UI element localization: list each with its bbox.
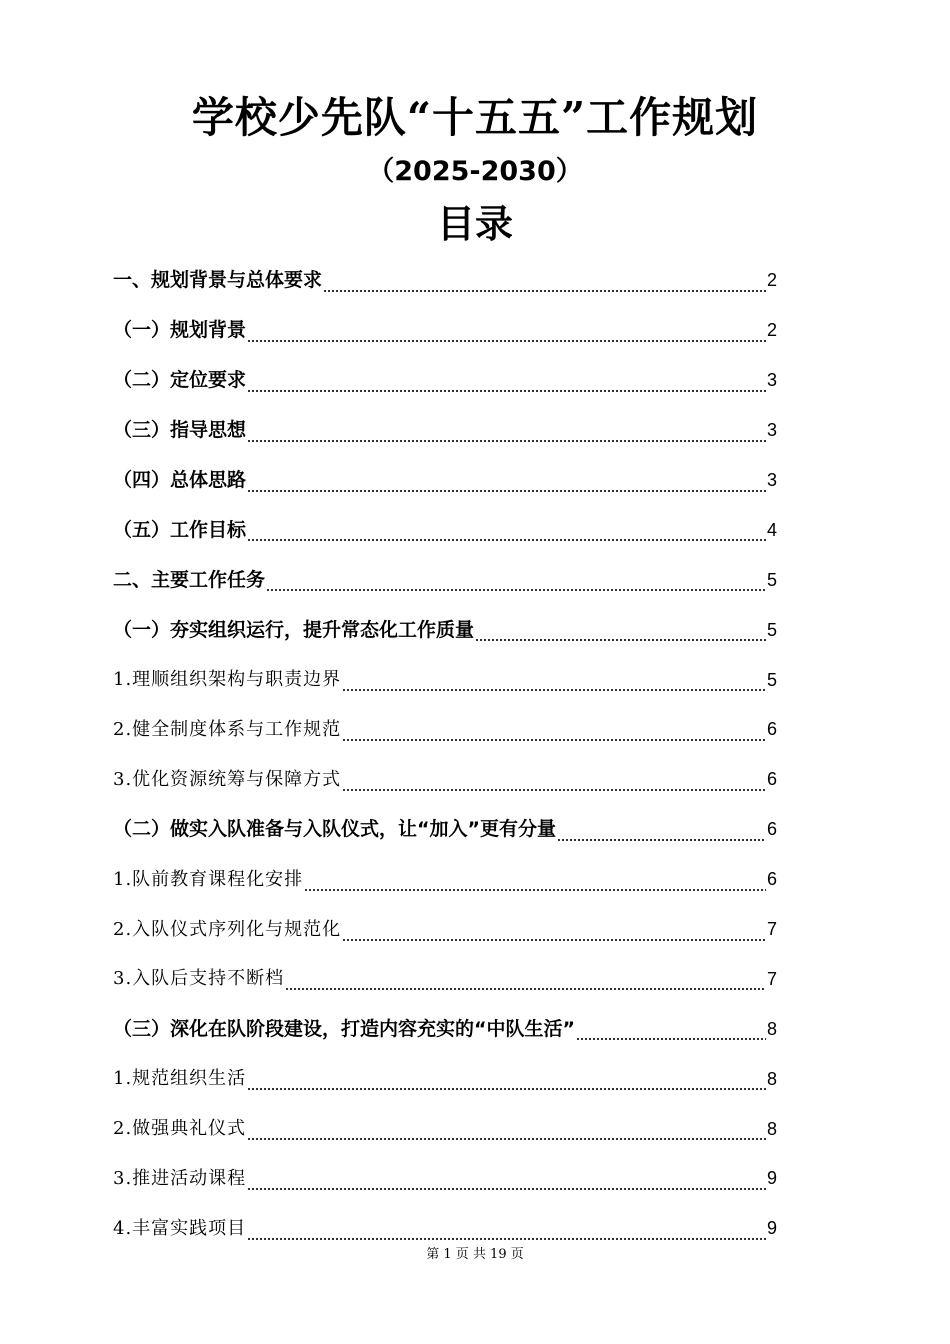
toc-dot-leader	[342, 926, 766, 942]
toc-entry[interactable]	[113, 952, 777, 1002]
toc-entry[interactable]	[113, 803, 777, 853]
page-footer: 第 1 页 共 19 页	[426, 1247, 524, 1262]
toc-entry-label: 一、规划背景与总体要求	[113, 269, 323, 292]
toc-dot-leader	[285, 975, 766, 991]
toc-entry[interactable]	[113, 903, 777, 953]
toc-entry-label: 3.入队后支持不断档	[113, 968, 285, 990]
toc-entry[interactable]	[113, 1152, 777, 1202]
toc-dot-leader	[557, 826, 766, 842]
toc-entry-label: （二）做实入队准备与入队仪式，让“加入”更有分量	[113, 818, 556, 841]
toc-entry-page: 4	[766, 519, 777, 540]
toc-entry[interactable]	[113, 853, 777, 903]
toc-entry-page: 9	[766, 1168, 777, 1189]
toc-entry-page: 9	[766, 1218, 777, 1239]
toc-dot-leader	[247, 377, 766, 393]
toc-dot-leader	[247, 427, 766, 443]
toc-entry[interactable]	[113, 753, 777, 803]
toc-dot-leader	[247, 477, 766, 493]
toc-dot-leader	[342, 726, 766, 742]
toc-heading: 目录	[436, 202, 513, 246]
toc-entry-label: 3.优化资源统筹与保障方式	[113, 768, 342, 790]
toc-entry[interactable]	[113, 503, 777, 553]
toc-dot-leader	[247, 327, 766, 343]
toc-dot-leader	[247, 1175, 766, 1191]
toc-entry-label: 二、主要工作任务	[113, 568, 266, 591]
toc-entry-page: 8	[766, 1068, 777, 1089]
toc-entry-page: 5	[766, 569, 777, 590]
toc-entry-page: 5	[766, 669, 777, 690]
toc-dot-leader	[247, 1075, 766, 1091]
toc-entry[interactable]	[113, 1052, 777, 1102]
toc-entry[interactable]	[113, 1002, 777, 1052]
toc-entry[interactable]	[113, 653, 777, 703]
toc-entry-page: 2	[766, 270, 777, 291]
toc-dot-leader	[323, 277, 766, 293]
toc-entry-label: （四）总体思路	[113, 469, 247, 491]
toc-dot-leader	[266, 576, 766, 592]
toc-entry-page: 3	[766, 370, 777, 391]
toc-entry-page: 7	[766, 968, 777, 989]
toc-entry[interactable]	[113, 703, 777, 753]
toc-entry-page: 6	[766, 769, 777, 790]
toc-entry[interactable]	[113, 404, 777, 454]
toc-entry[interactable]	[113, 354, 777, 404]
toc-entry-page: 7	[766, 919, 777, 940]
toc-entry[interactable]	[113, 603, 777, 653]
toc-entry-page: 2	[766, 320, 777, 341]
toc-dot-leader	[247, 526, 766, 542]
toc-entry-label: （一）夯实组织运行，提升常态化工作质量	[113, 618, 475, 641]
toc-entry-label: 1.理顺组织架构与职责边界	[113, 669, 342, 691]
toc-entry-label: （三）指导思想	[113, 419, 247, 442]
toc-entry-page: 5	[766, 619, 777, 640]
toc-entry-label: 2.健全制度体系与工作规范	[113, 718, 342, 740]
toc-entry-label: （二）定位要求	[113, 369, 247, 392]
toc-dot-leader	[247, 1225, 766, 1241]
toc-entry-page: 8	[766, 1018, 777, 1039]
document-subtitle: （2025-2030）	[367, 156, 583, 187]
toc-entry-page: 6	[766, 719, 777, 740]
toc-entry-label: 3.推进活动课程	[113, 1167, 247, 1189]
toc-entry[interactable]	[113, 1202, 777, 1252]
toc-entry-page: 8	[766, 1118, 777, 1139]
toc-entry[interactable]	[113, 553, 777, 603]
toc-entry-label: （五）工作目标	[113, 518, 247, 541]
toc-dot-leader	[475, 626, 766, 642]
toc-dot-leader	[576, 1025, 766, 1041]
toc-entry-page: 3	[766, 420, 777, 441]
toc-entry-page: 6	[766, 819, 777, 840]
toc-entry-label: 1.规范组织生活	[113, 1068, 247, 1090]
toc-dot-leader	[342, 676, 766, 692]
document-title: 学校少先队“十五五”工作规划	[191, 93, 759, 142]
toc-dot-leader	[342, 776, 766, 792]
table-of-contents	[113, 254, 777, 1252]
toc-entry[interactable]	[113, 454, 777, 504]
toc-dot-leader	[304, 876, 766, 892]
toc-entry-label: 1.队前教育课程化安排	[113, 868, 304, 890]
toc-entry-label: 2.做强典礼仪式	[113, 1118, 247, 1140]
toc-entry-label: 4.丰富实践项目	[113, 1217, 247, 1239]
toc-entry[interactable]	[113, 1102, 777, 1152]
toc-entry-page: 6	[766, 869, 777, 890]
toc-entry-page: 3	[766, 470, 777, 490]
toc-entry-label: 2.入队仪式序列化与规范化	[113, 918, 342, 940]
toc-dot-leader	[247, 1125, 766, 1141]
toc-entry-label: （一）规划背景	[113, 319, 247, 342]
toc-entry[interactable]	[113, 304, 777, 354]
toc-entry[interactable]	[113, 254, 777, 304]
toc-entry-label: （三）深化在队阶段建设，打造内容充实的“中队生活”	[113, 1017, 575, 1040]
